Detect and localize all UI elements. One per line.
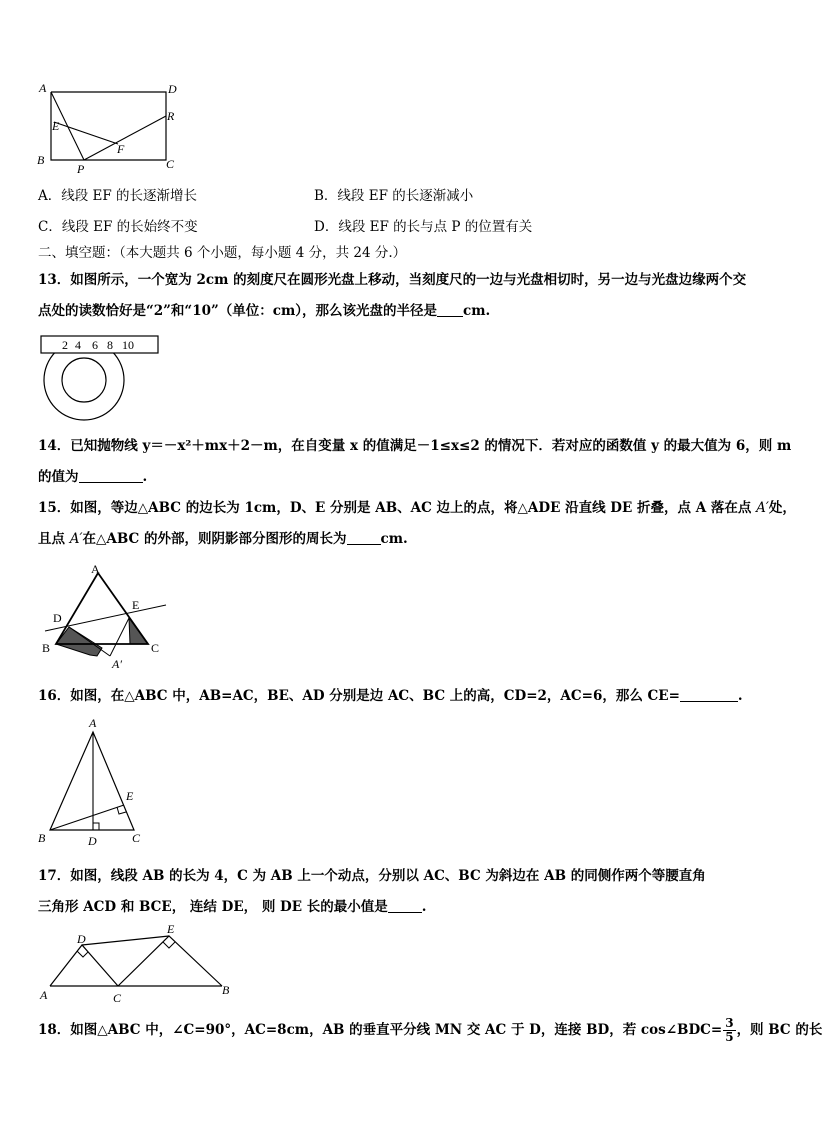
q18-text-a: 18．如图△ABC 中，∠C=90°，AC=8cm，AB 的垂直平分线 MN 交 AC 于 D，连接 BD，若 cos∠BDC= bbox=[38, 1022, 723, 1038]
ruler-tick-4: 4 bbox=[75, 338, 81, 352]
q17-label-E: E bbox=[167, 922, 175, 936]
q12-option-a: A．线段 EF 的长逐渐增长 bbox=[38, 188, 198, 204]
q13-text-a: 点处的读数恰好是“2”和“10”（单位：cm），那么该光盘的半径是 bbox=[38, 303, 437, 319]
q14-line2 bbox=[38, 467, 147, 487]
q15-answer-blank[interactable] bbox=[347, 530, 381, 545]
q15-label-C: C bbox=[151, 641, 160, 655]
q15-text-f: cm. bbox=[380, 531, 408, 547]
q16-label-E: E bbox=[126, 789, 134, 803]
q17-label-A: A bbox=[40, 988, 48, 1002]
q16-figure bbox=[36, 714, 156, 850]
q12-figure bbox=[36, 80, 186, 176]
ruler-tick-8: 8 bbox=[107, 338, 113, 352]
ruler-tick-6: 6 bbox=[92, 338, 98, 352]
q12-label-F: F bbox=[117, 142, 125, 156]
q12-label-R: R bbox=[167, 109, 175, 123]
q15-label-A: A bbox=[91, 562, 100, 576]
q13-figure bbox=[36, 332, 166, 424]
q13-line1: 13．如图所示，一个宽为 2cm 的刻度尺在圆形光盘上移动，当刻度尺的一边与光盘相切时，另一边与光盘边缘两个交 bbox=[38, 272, 747, 288]
q18-fraction bbox=[723, 1017, 735, 1044]
q17-line1: 17．如图，线段 AB 的长为 4，C 为 AB 上一个动点，分别以 AC、BC 为斜边在 AB 的同侧作两个等腰直角 bbox=[38, 868, 706, 884]
ruler-tick-2: 2 bbox=[62, 338, 68, 352]
q16-label-C: C bbox=[132, 831, 141, 845]
q15-label-B: B bbox=[42, 641, 51, 655]
q13-text-b: cm. bbox=[463, 303, 491, 319]
q16-label-A: A bbox=[89, 716, 97, 730]
q12-label-B: B bbox=[37, 153, 45, 167]
q17-label-B: B bbox=[222, 983, 230, 997]
q12-option-c: C．线段 EF 的长始终不变 bbox=[38, 219, 198, 235]
q12-label-E: E bbox=[52, 119, 60, 133]
q12-option-b: B．线段 EF 的长逐渐减小 bbox=[314, 188, 474, 204]
section-heading: 二、填空题：（本大题共 6 个小题，每小题 4 分，共 24 分.） bbox=[38, 245, 407, 261]
q14-answer-blank[interactable] bbox=[79, 468, 143, 483]
q14-text-a: 的值为 bbox=[38, 469, 79, 485]
q15-text-e: 在△ABC 的外部，则阴影部分图形的周长为 bbox=[82, 531, 347, 547]
q17-text-a: 三角形 ACD 和 BCE， 连结 DE， 则 DE 长的最小值是 bbox=[38, 899, 388, 915]
q16-text-a: 16．如图，在△ABC 中，AB=AC，BE、AD 分别是边 AC、BC 上的高，CD=2，AC=6，那么 CE= bbox=[38, 688, 680, 704]
q16-text-b: . bbox=[737, 688, 743, 704]
q12-label-P: P bbox=[77, 162, 85, 176]
ruler-tick-10: 10 bbox=[122, 338, 134, 352]
q12-option-d: D．线段 EF 的长与点 P 的位置有关 bbox=[314, 219, 533, 235]
q18-frac-num: 3 bbox=[725, 1016, 734, 1030]
q18-frac-den: 5 bbox=[725, 1030, 734, 1044]
q12-label-D: D bbox=[168, 82, 177, 96]
q15-a-prime-2: A′ bbox=[69, 531, 83, 547]
q15-text-d: 且点 bbox=[38, 531, 70, 547]
q15-text-a: 15．如图，等边△ABC 的边长为 1cm，D、E 分别是 AB、AC 边上的点，将△ADE 沿直线 DE 折叠，点 A 落在点 bbox=[38, 500, 757, 516]
q17-answer-blank[interactable] bbox=[388, 898, 422, 913]
q15-line1 bbox=[38, 498, 796, 518]
q14-text-b: . bbox=[142, 469, 148, 485]
q17-line2 bbox=[38, 897, 426, 917]
q15-a-prime: A′ bbox=[756, 500, 769, 516]
q17-label-D: D bbox=[77, 932, 86, 946]
q17-figure bbox=[36, 924, 246, 1010]
q16-answer-blank[interactable] bbox=[680, 687, 738, 702]
q18-line1 bbox=[38, 1017, 822, 1044]
q17-text-b: . bbox=[421, 899, 427, 915]
q14-line1: 14．已知抛物线 y＝－x²＋mx＋2－m，在自变量 x 的值满足－1≤x≤2 的情况下．若对应的函数值 y 的最大值为 6，则 m bbox=[38, 438, 792, 454]
q13-line2 bbox=[38, 301, 490, 321]
q15-label-D: D bbox=[53, 611, 62, 625]
q15-line2 bbox=[38, 529, 408, 549]
q15-label-E: E bbox=[132, 598, 140, 612]
q16-label-D: D bbox=[88, 834, 97, 848]
q12-label-C: C bbox=[166, 157, 175, 171]
q15-text-c: 处， bbox=[768, 500, 796, 516]
q17-label-C: C bbox=[113, 991, 122, 1005]
q15-figure bbox=[36, 562, 176, 674]
q12-label-A: A bbox=[39, 81, 47, 95]
q13-answer-blank[interactable] bbox=[437, 302, 463, 317]
q16-line1 bbox=[38, 686, 743, 706]
q18-text-b: ，则 BC 的长 bbox=[736, 1022, 822, 1038]
q16-label-B: B bbox=[38, 831, 46, 845]
q15-label-A-prime: A′ bbox=[112, 657, 122, 671]
